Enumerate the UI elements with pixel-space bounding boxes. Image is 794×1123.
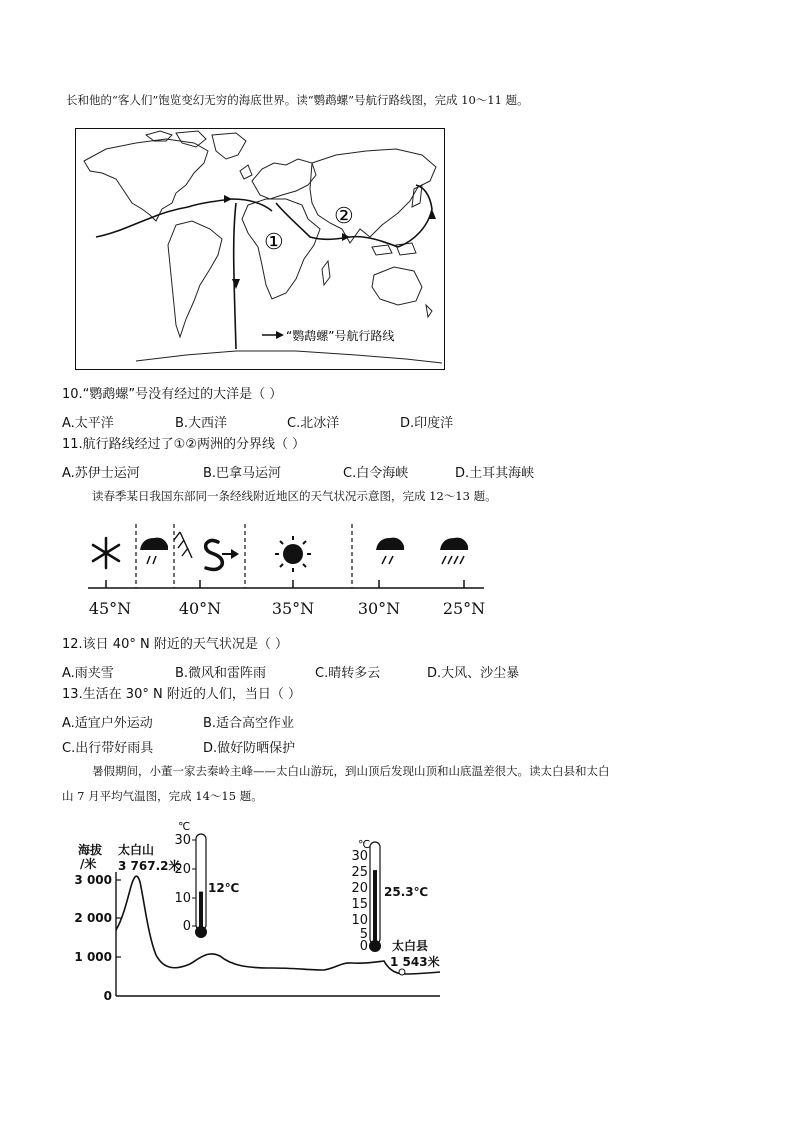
q11-option-d[interactable]: D.土耳其海峡 — [455, 466, 535, 481]
thermo2-tick-25: 25 — [351, 865, 368, 880]
intro-text-3b: 山 7 月平均气温图，完成 14～15 题。 — [62, 789, 263, 803]
thermo1-tick-0: 0 — [182, 919, 191, 934]
thermo2-mercury — [373, 870, 377, 946]
intro-text-2: 读春季某日我国东部同一条经线附近地区的天气状况示意图，完成 12～13 题。 — [92, 489, 497, 503]
y-axis-unit: /米 — [80, 857, 97, 871]
q10-option-a[interactable]: A.太平洋 — [62, 416, 114, 431]
question-11-stem: 11.航行路线经过了①②两洲的分界线（ ） — [62, 437, 306, 452]
north-america-outline — [84, 139, 208, 221]
q11-option-b[interactable]: B.巴拿马运河 — [203, 466, 282, 481]
south-america-outline — [168, 221, 222, 337]
thermo2-tick-0: 0 — [359, 939, 368, 954]
q13-option-c[interactable]: C.出行带好雨具 — [62, 741, 154, 756]
q10-option-b[interactable]: B.大西洋 — [175, 416, 228, 431]
weather-diagram — [84, 518, 488, 622]
y-axis-title: 海拔 — [78, 843, 103, 857]
q12-option-c[interactable]: C.晴转多云 — [315, 666, 381, 681]
australia-outline — [372, 267, 422, 305]
peak-name: 太白山 — [118, 843, 155, 857]
thermometer-peak — [174, 820, 239, 938]
light-rain-icon — [140, 538, 168, 564]
continent-label-2: ② — [334, 204, 354, 229]
thermo2-tick-5: 5 — [359, 927, 368, 942]
thermo2-tick-20: 20 — [351, 881, 368, 896]
question-13-stem: 13.生活在 30° N 附近的人们，当日（ ） — [62, 687, 301, 702]
intro-text-3a: 暑假期间，小董一家去秦岭主峰——太白山游玩，到山顶后发现山顶和山底温差很大。读太白县和太白 — [92, 764, 610, 778]
wind-icon — [174, 532, 192, 558]
q10-option-c[interactable]: C.北冰洋 — [287, 416, 340, 431]
thermo1-tick-10: 10 — [174, 891, 191, 906]
thermo1-tick-30: 30 — [174, 833, 191, 848]
thermo2-tick-30: 30 — [351, 849, 368, 864]
sandstorm-icon — [206, 540, 239, 569]
y-tick-3000: 3 000 — [74, 873, 112, 887]
q12-option-b[interactable]: B.微风和雷阵雨 — [175, 666, 267, 681]
y-tick-0: 0 — [103, 989, 112, 1003]
q11-option-c[interactable]: C.白令海峡 — [343, 466, 409, 481]
y-tick-1000: 1 000 — [74, 950, 112, 964]
q11-option-a[interactable]: A.苏伊士运河 — [62, 466, 140, 481]
intro-text-1: 长和他的“客人们”饱览变幻无穷的海底世界。读“鹦鹉螺”号航行路线图，完成 10～11 题。 — [66, 93, 529, 107]
legend-label: “鹦鹉螺”号航行路线 — [286, 329, 395, 343]
q12-option-d[interactable]: D.大风、沙尘暴 — [427, 666, 520, 681]
elevation-profile — [72, 820, 452, 1006]
q12-option-a[interactable]: A.雨夹雪 — [62, 666, 114, 681]
lat-label-30: 30°N — [357, 599, 401, 618]
rain-icon — [376, 538, 404, 564]
thermo2-tick-15: 15 — [351, 897, 368, 912]
thermo1-unit: ℃ — [178, 820, 191, 833]
front-dividers — [136, 524, 352, 588]
lat-label-25: 25°N — [442, 599, 486, 618]
thermo1-reading: 12℃ — [208, 881, 240, 895]
heavy-rain-icon — [440, 538, 468, 564]
question-10-stem: 10.“鹦鹉螺”号没有经过的大洋是（ ） — [62, 387, 283, 402]
y-tick-2000: 2 000 — [74, 911, 112, 925]
q13-option-d[interactable]: D.做好防晒保护 — [203, 741, 296, 756]
europe-outline — [252, 159, 316, 199]
greenland-outline — [212, 133, 246, 159]
thermo2-reading: 25.3℃ — [384, 885, 429, 899]
asia-outline — [310, 149, 436, 243]
q13-option-b[interactable]: B.适合高空作业 — [203, 716, 295, 731]
lat-label-35: 35°N — [271, 599, 315, 618]
lat-label-40: 40°N — [178, 599, 222, 618]
continent-label-1: ① — [264, 230, 284, 255]
county-elevation: 1 543米 — [390, 955, 440, 969]
thermo2-unit: ℃ — [358, 838, 371, 851]
antarctica-outline — [136, 351, 442, 363]
thermo1-mercury — [199, 892, 203, 932]
route-map — [75, 128, 445, 370]
thermometer-county — [351, 838, 428, 954]
sunny-icon — [275, 536, 311, 572]
thermo2-tick-10: 10 — [351, 913, 368, 928]
q13-option-a[interactable]: A.适宜户外运动 — [62, 716, 153, 731]
question-12-stem: 12.该日 40° N 附近的天气状况是（ ） — [62, 637, 288, 652]
map-legend — [262, 328, 394, 343]
world-map-svg — [76, 129, 444, 369]
nautilus-route — [96, 185, 432, 349]
county-name: 太白县 — [392, 939, 429, 953]
peak-elevation: 3 767.2米 — [118, 859, 181, 873]
snow-icon — [93, 538, 119, 568]
thermo1-tick-20: 20 — [174, 862, 191, 877]
q10-option-d[interactable]: D.印度洋 — [400, 416, 454, 431]
lat-label-45: 45°N — [88, 599, 132, 618]
